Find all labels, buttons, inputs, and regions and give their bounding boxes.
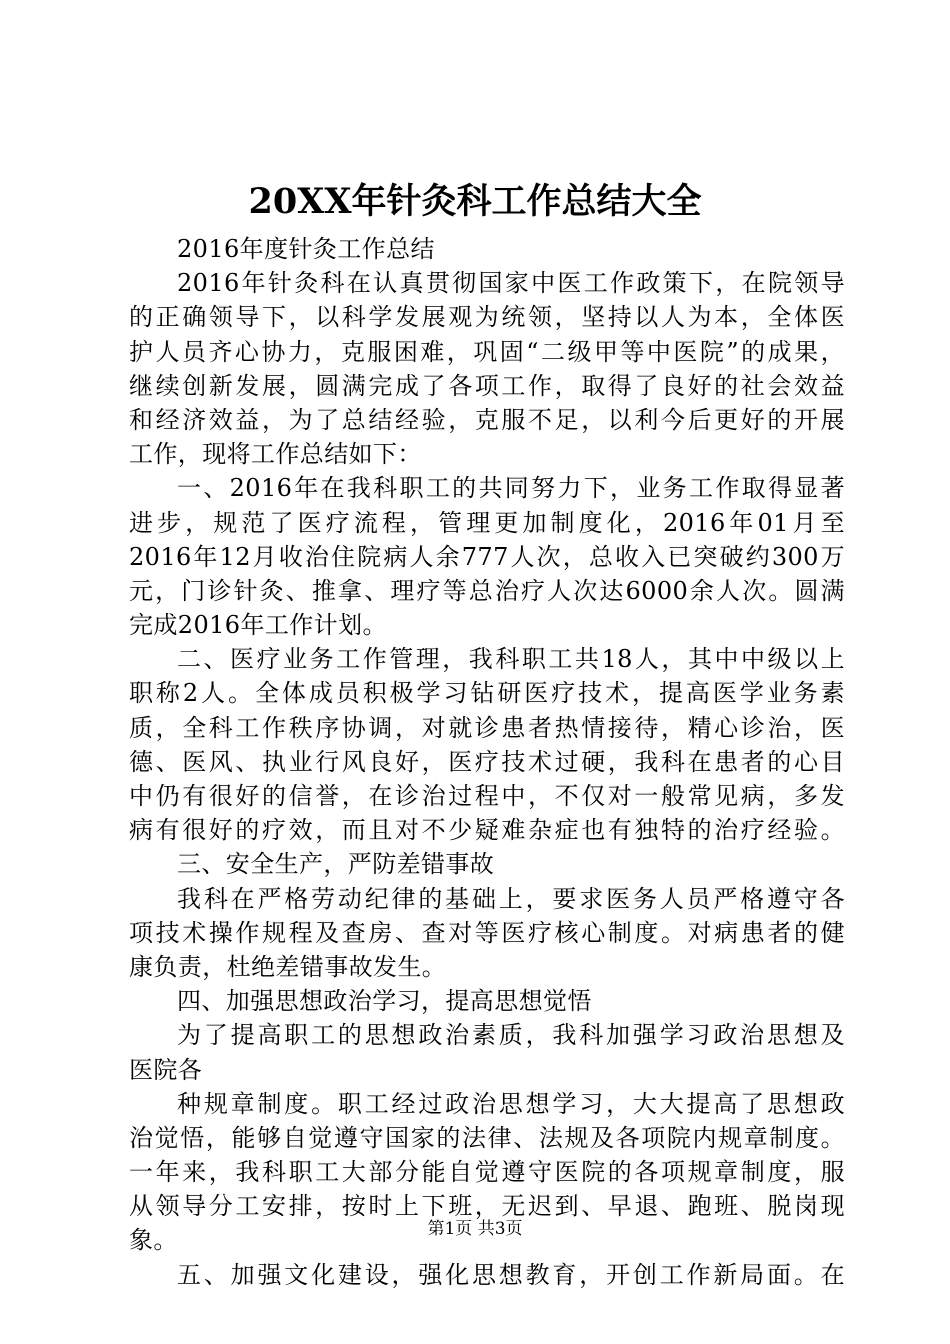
text-line: 从领导分工安排，按时上下班，无迟到、早退、跑班、脱岗现 (129, 1192, 845, 1221)
text-line: 2016年针灸科在认真贯彻国家中医工作政策下，在院领导 (177, 269, 845, 298)
text-line: 四、加强思想政治学习，提高思想觉悟 (177, 987, 592, 1016)
text-line: 象。 (129, 1226, 178, 1255)
text-line: 二、医疗业务工作管理，我科职工共18人，其中中级以上 (177, 645, 845, 674)
text-line: 工作，现将工作总结如下： (129, 440, 422, 469)
text-line: 完成2016年工作计划。 (129, 611, 387, 640)
text-line: 康负责，杜绝差错事故发生。 (129, 952, 447, 981)
text-line: 一年来，我科职工大部分能自觉遵守医院的各项规章制度，服 (129, 1158, 845, 1187)
text-line: 的正确领导下，以科学发展观为统领，坚持以人为本，全体医 (129, 303, 845, 332)
text-line: 三、安全生产，严防差错事故 (177, 850, 495, 879)
text-line: 项技术操作规程及查房、查对等医疗核心制度。对病患者的健 (129, 918, 845, 947)
text-line: 为了提高职工的思想政治素质，我科加强学习政治思想及 (177, 1021, 845, 1050)
text-line: 种规章制度。职工经过政治思想学习，大大提高了思想政 (177, 1089, 845, 1118)
document-title: 20XX年针灸科工作总结大全 (248, 181, 702, 222)
text-line: 进步，规范了医疗流程，管理更加制度化，2016年01月至 (129, 508, 845, 537)
text-line: 五、加强文化建设，强化思想教育，开创工作新局面。在 (177, 1260, 845, 1289)
text-line: 我科在严格劳动纪律的基础上，要求医务人员严格遵守各 (177, 884, 845, 913)
text-line: 2016年度针灸工作总结 (177, 235, 435, 263)
text-line: 一、2016年在我科职工的共同努力下，业务工作取得显著 (177, 474, 845, 503)
text-line: 和经济效益，为了总结经验，克服不足，以利今后更好的开展 (129, 405, 845, 434)
text-line: 治觉悟，能够自觉遵守国家的法律、法规及各项院内规章制度。 (129, 1123, 845, 1152)
text-line: 质，全科工作秩序协调，对就诊患者热情接待，精心诊治，医 (129, 713, 845, 742)
text-line: 护人员齐心协力，克服困难，巩固“二级甲等中医院”的成果， (129, 337, 845, 366)
text-line: 继续创新发展，圆满完成了各项工作，取得了良好的社会效益 (129, 371, 845, 400)
text-line: 中仍有很好的信誉，在诊治过程中，不仅对一般常见病，多发 (129, 782, 845, 810)
text-line: 德、医风、执业行风良好，医疗技术过硬，我科在患者的心目 (129, 747, 845, 776)
page-footer: 第1页 共3页 (427, 1219, 523, 1239)
text-line: 病有很好的疗效，而且对不少疑难杂症也有独特的治疗经验。 (129, 816, 845, 845)
text-line: 2016年12月收治住院病人余777人次，总收入已突破约300万 (129, 542, 845, 571)
text-line: 职称2人。全体成员积极学习钻研医疗技术，提高医学业务素 (129, 679, 845, 708)
text-line: 医院各 (129, 1055, 203, 1084)
document-body (129, 232, 845, 1292)
text-line: 元，门诊针灸、推拿、理疗等总治疗人次达6000余人次。圆满 (129, 576, 845, 605)
